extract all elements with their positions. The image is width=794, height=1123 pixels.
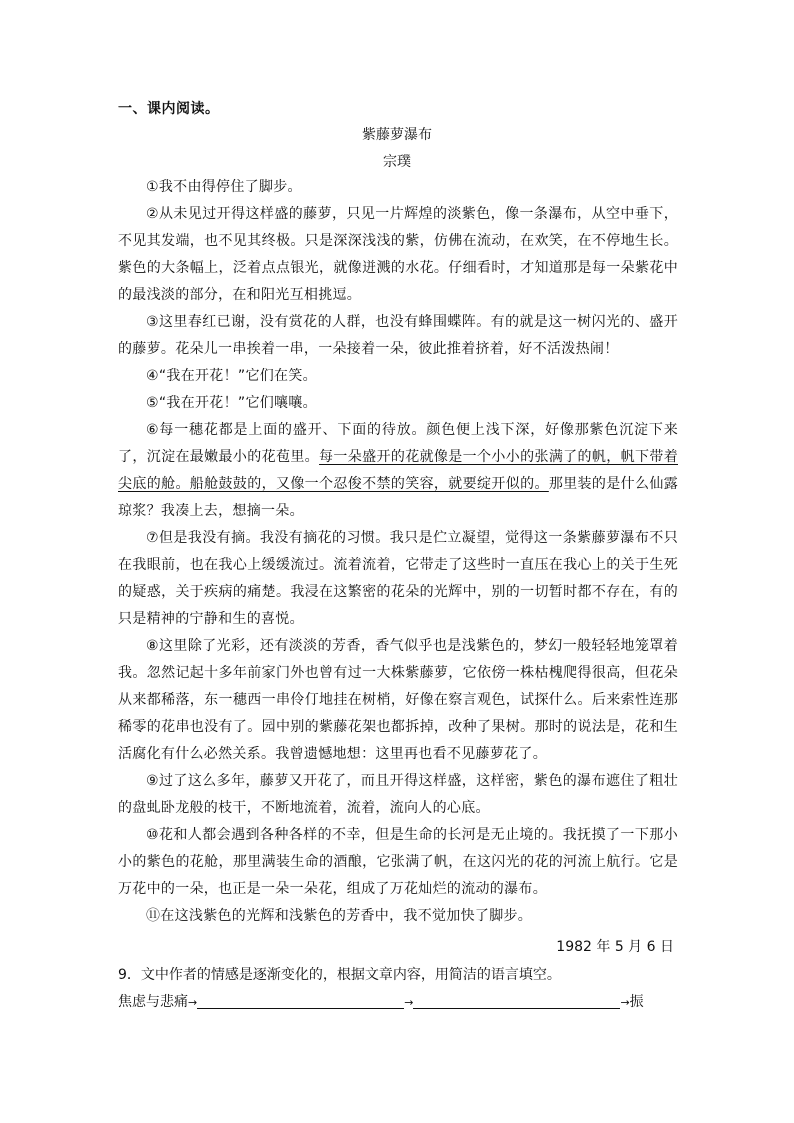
section-title: 一、课内阅读。: [118, 101, 220, 117]
paragraph: ②从未见过开得这样盛的藤萝，只见一片辉煌的淡紫色，像一条瀑布，从空中垂下，不见其发端，也不见其终极。只是深深浅浅的紫，仿佛在流动，在欢笑，在不停地生长。紫色的大条幅上，泛着点点银光，就像迸溅的水花。仔细看时，才知道那是每一朵紫花中的最浅淡的部分，在和阳光互相挑逗。: [118, 206, 678, 303]
arrow-icon: →: [620, 996, 630, 1009]
paragraph: ⑪在这浅紫色的光辉和浅紫色的芳香中，我不觉加快了脚步。: [146, 908, 533, 924]
question-text: 9．文中作者的情感是逐渐变化的，根据文章内容，用简洁的语言填空。: [118, 967, 561, 983]
paragraph-6-text-end: 那里装的是什么仙露琼浆？我凑上去，想摘一朵。: [118, 476, 678, 519]
paragraph: ③这里春红已谢，没有赏花的人群，也没有蜂围蝶阵。有的就是这一树闪光的、盛开的藤萝。花朵儿一串挨着一串，一朵接着一朵，彼此推着挤着，好不活泼热闹！: [118, 314, 678, 357]
emotion-start: 焦虑与悲痛: [118, 994, 188, 1010]
answer-blank-2[interactable]: [413, 992, 620, 1009]
article-date: 1982 年 5 月 6 日: [556, 939, 674, 955]
answer-blank-1[interactable]: [197, 992, 404, 1009]
arrow-icon: →: [404, 996, 414, 1009]
paragraph: ④“我在开花！”它们在笑。: [146, 368, 317, 384]
underlined-sentence: 每一朵盛开的花就像是一个小小的张满了的帆，帆下带着尖底的舱。船舱鼓鼓的，又像一个忍俊不禁的笑容，就要绽开似的。: [118, 449, 678, 492]
paragraph: ⑤“我在开花！”它们嚷嚷。: [146, 395, 317, 411]
answer-row: [118, 991, 644, 1011]
article-title: 紫藤萝瀑布: [362, 127, 432, 143]
article-author: 宗璞: [383, 154, 411, 170]
paragraph: ⑧这里除了光彩，还有淡淡的芳香，香气似乎也是浅紫色的，梦幻一般轻轻地笼罩着我。忽然记起十多年前家门外也曾有过一大株紫藤萝，它依傍一株枯槐爬得很高，但花朵从来都稀落，东一穗西一串伶仃地挂在树梢，好像在察言观色，试探什么。后来索性连那稀零的花串也没有了。园中别的紫藤花架也都拆掉，改种了果树。那时的说法是，花和生活腐化有什么必然关系。我曾遗憾地想：这里再也看不见藤萝花了。: [118, 638, 678, 762]
arrow-icon: →: [188, 996, 198, 1009]
paragraph: ①我不由得停住了脚步。: [146, 179, 302, 195]
paragraph: ⑨过了这么多年，藤萝又开花了，而且开得这样盛，这样密，紫色的瀑布遮住了粗壮的盘虬卧龙般的枝干，不断地流着，流着，流向人的心底。: [118, 773, 678, 816]
paragraph-6-text: ⑥每一穗花都是上面的盛开、下面的待放。颜色便上浅下深，好像那紫色沉淀下来了，沉淀在最嫩最小的花苞里。: [118, 422, 678, 465]
paragraph: ⑦但是我没有摘。我没有摘花的习惯。我只是伫立凝望，觉得这一条紫藤萝瀑布不只在我眼前，也在我心上缓缓流过。流着流着，它带走了这些时一直压在我心上的关于生死的疑惑，关于疾病的痛楚。我浸在这繁密的花朵的光辉中，别的一切暂时都不存在，有的只是精神的宁静和生的喜悦。: [118, 530, 678, 627]
paragraph: ⑩花和人都会遇到各种各样的不幸，但是生命的长河是无止境的。我抚摸了一下那小小的紫色的花舱，那里满装生命的酒酿，它张满了帆，在这闪光的花的河流上航行。它是万花中的一朵，也正是一朵一朵花，组成了万花灿烂的流动的瀑布。: [118, 827, 678, 897]
article-body: [118, 174, 678, 930]
paragraph-6: [118, 417, 678, 525]
emotion-end: 振: [629, 994, 644, 1010]
